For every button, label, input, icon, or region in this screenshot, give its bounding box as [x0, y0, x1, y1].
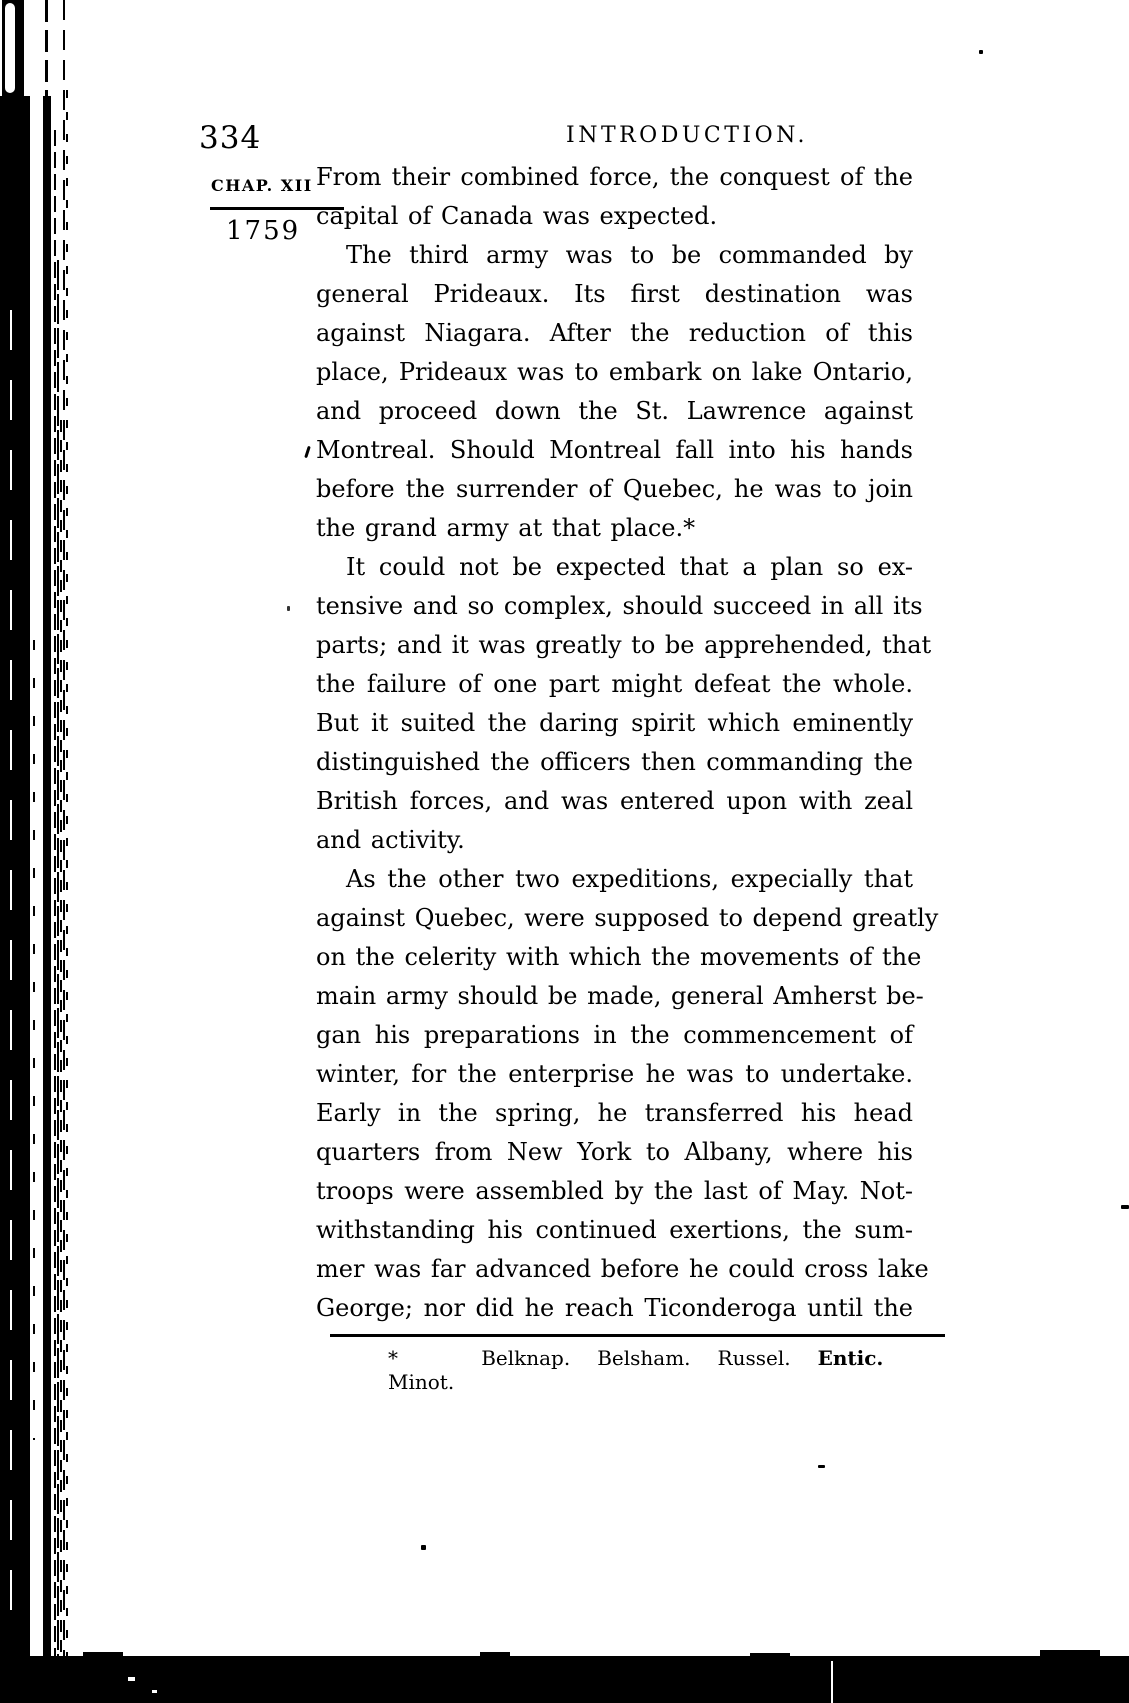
- text-line: withstanding his continued exertions, the sum-: [316, 1216, 913, 1244]
- scan-bar-ragged-edge: [480, 1652, 510, 1656]
- text-line: against Quebec, were supposed to depend greatly: [316, 904, 939, 932]
- scan-bar-speck: [128, 1677, 135, 1681]
- scan-bar-ragged-edge: [83, 1652, 123, 1656]
- ink-speck: [818, 1465, 825, 1468]
- scan-corner-hole: [5, 3, 15, 93]
- text-line: Early in the spring, he transferred his head: [316, 1099, 913, 1127]
- scan-bar-hairline: [831, 1661, 833, 1703]
- text-line: tensive and so complex, should succeed in all its: [316, 592, 923, 620]
- text-line: The third army was to be commanded by: [346, 241, 913, 269]
- text-line: general Prideaux. Its first destination was: [316, 280, 913, 308]
- text-line: the failure of one part might defeat the whole.: [316, 670, 913, 698]
- page-number: 334: [199, 120, 262, 156]
- text-line: mer was far advanced before he could cross lake: [316, 1255, 929, 1283]
- text-line: and proceed down the St. Lawrence against: [316, 397, 913, 425]
- text-line: Montreal. Should Montreal fall into his hands: [316, 436, 913, 464]
- ink-speck: [421, 1545, 426, 1550]
- footnote-source: Belsham.: [597, 1346, 691, 1370]
- scan-bar-ragged-edge: [1040, 1650, 1100, 1656]
- scan-streak: [63, 0, 65, 1656]
- ink-speck: [304, 446, 311, 458]
- footnote-source: Belknap.: [481, 1346, 571, 1370]
- chapter-label: CHAP. XII: [211, 176, 313, 195]
- text-line: gan his preparations in the commencement of: [316, 1021, 913, 1049]
- scan-bar-speck: [152, 1690, 157, 1693]
- scan-band-hairline: [10, 310, 12, 1640]
- footnote-rule: [330, 1334, 945, 1337]
- scan-streak: [54, 130, 56, 1656]
- footnote-source: * Minot.: [388, 1346, 455, 1394]
- running-header: INTRODUCTION.: [566, 123, 808, 148]
- text-line: winter, for the enterprise he was to undertake.: [316, 1060, 913, 1088]
- text-line: British forces, and was entered upon with zeal: [316, 787, 913, 815]
- text-line: It could not be expected that a plan so ex-: [346, 553, 913, 581]
- scan-bar-ragged-edge: [750, 1653, 790, 1656]
- text-line: and activity.: [316, 826, 465, 854]
- ink-speck: [979, 50, 983, 54]
- footnote-source: Entic.: [817, 1346, 884, 1370]
- text-line: troops were assembled by the last of May. Not-: [316, 1177, 913, 1205]
- ink-speck: [1121, 1205, 1129, 1209]
- text-line: quarters from New York to Albany, where his: [316, 1138, 913, 1166]
- text-line: the grand army at that place.*: [316, 514, 696, 542]
- scan-streak: [66, 90, 68, 1656]
- scan-streak: [57, 260, 59, 1656]
- scan-streak: [60, 420, 62, 1656]
- text-line: But it suited the daring spirit which eminently: [316, 709, 913, 737]
- text-line: parts; and it was greatly to be apprehended, that: [316, 631, 932, 659]
- footnote-row: [388, 1346, 884, 1394]
- text-line: on the celerity with which the movements of the: [316, 943, 922, 971]
- scan-streak: [33, 640, 35, 1440]
- body-text: [316, 158, 939, 1328]
- text-line: before the surrender of Quebec, he was to join: [316, 475, 913, 503]
- scan-streak: [45, 0, 48, 96]
- text-line: main army should be made, general Amherst be-: [316, 982, 924, 1010]
- ink-speck: [287, 606, 290, 611]
- text-line: George; nor did he reach Ticonderoga until the: [316, 1294, 913, 1322]
- text-line: place, Prideaux was to embark on lake Ontario,: [316, 358, 913, 386]
- text-line: From their combined force, the conquest of the: [316, 163, 913, 191]
- scan-bottom-bar: [0, 1656, 1129, 1703]
- text-line: capital of Canada was expected.: [316, 202, 718, 230]
- text-line: against Niagara. After the reduction of this: [316, 319, 913, 347]
- footnote-source: Russel.: [717, 1346, 791, 1370]
- scan-binding-band: [0, 96, 30, 1656]
- year-label: 1759: [226, 216, 301, 246]
- text-line: As the other two expeditions, expecially that: [346, 865, 913, 893]
- scan-stripe: [43, 96, 51, 1656]
- text-line: distinguished the officers then commanding the: [316, 748, 913, 776]
